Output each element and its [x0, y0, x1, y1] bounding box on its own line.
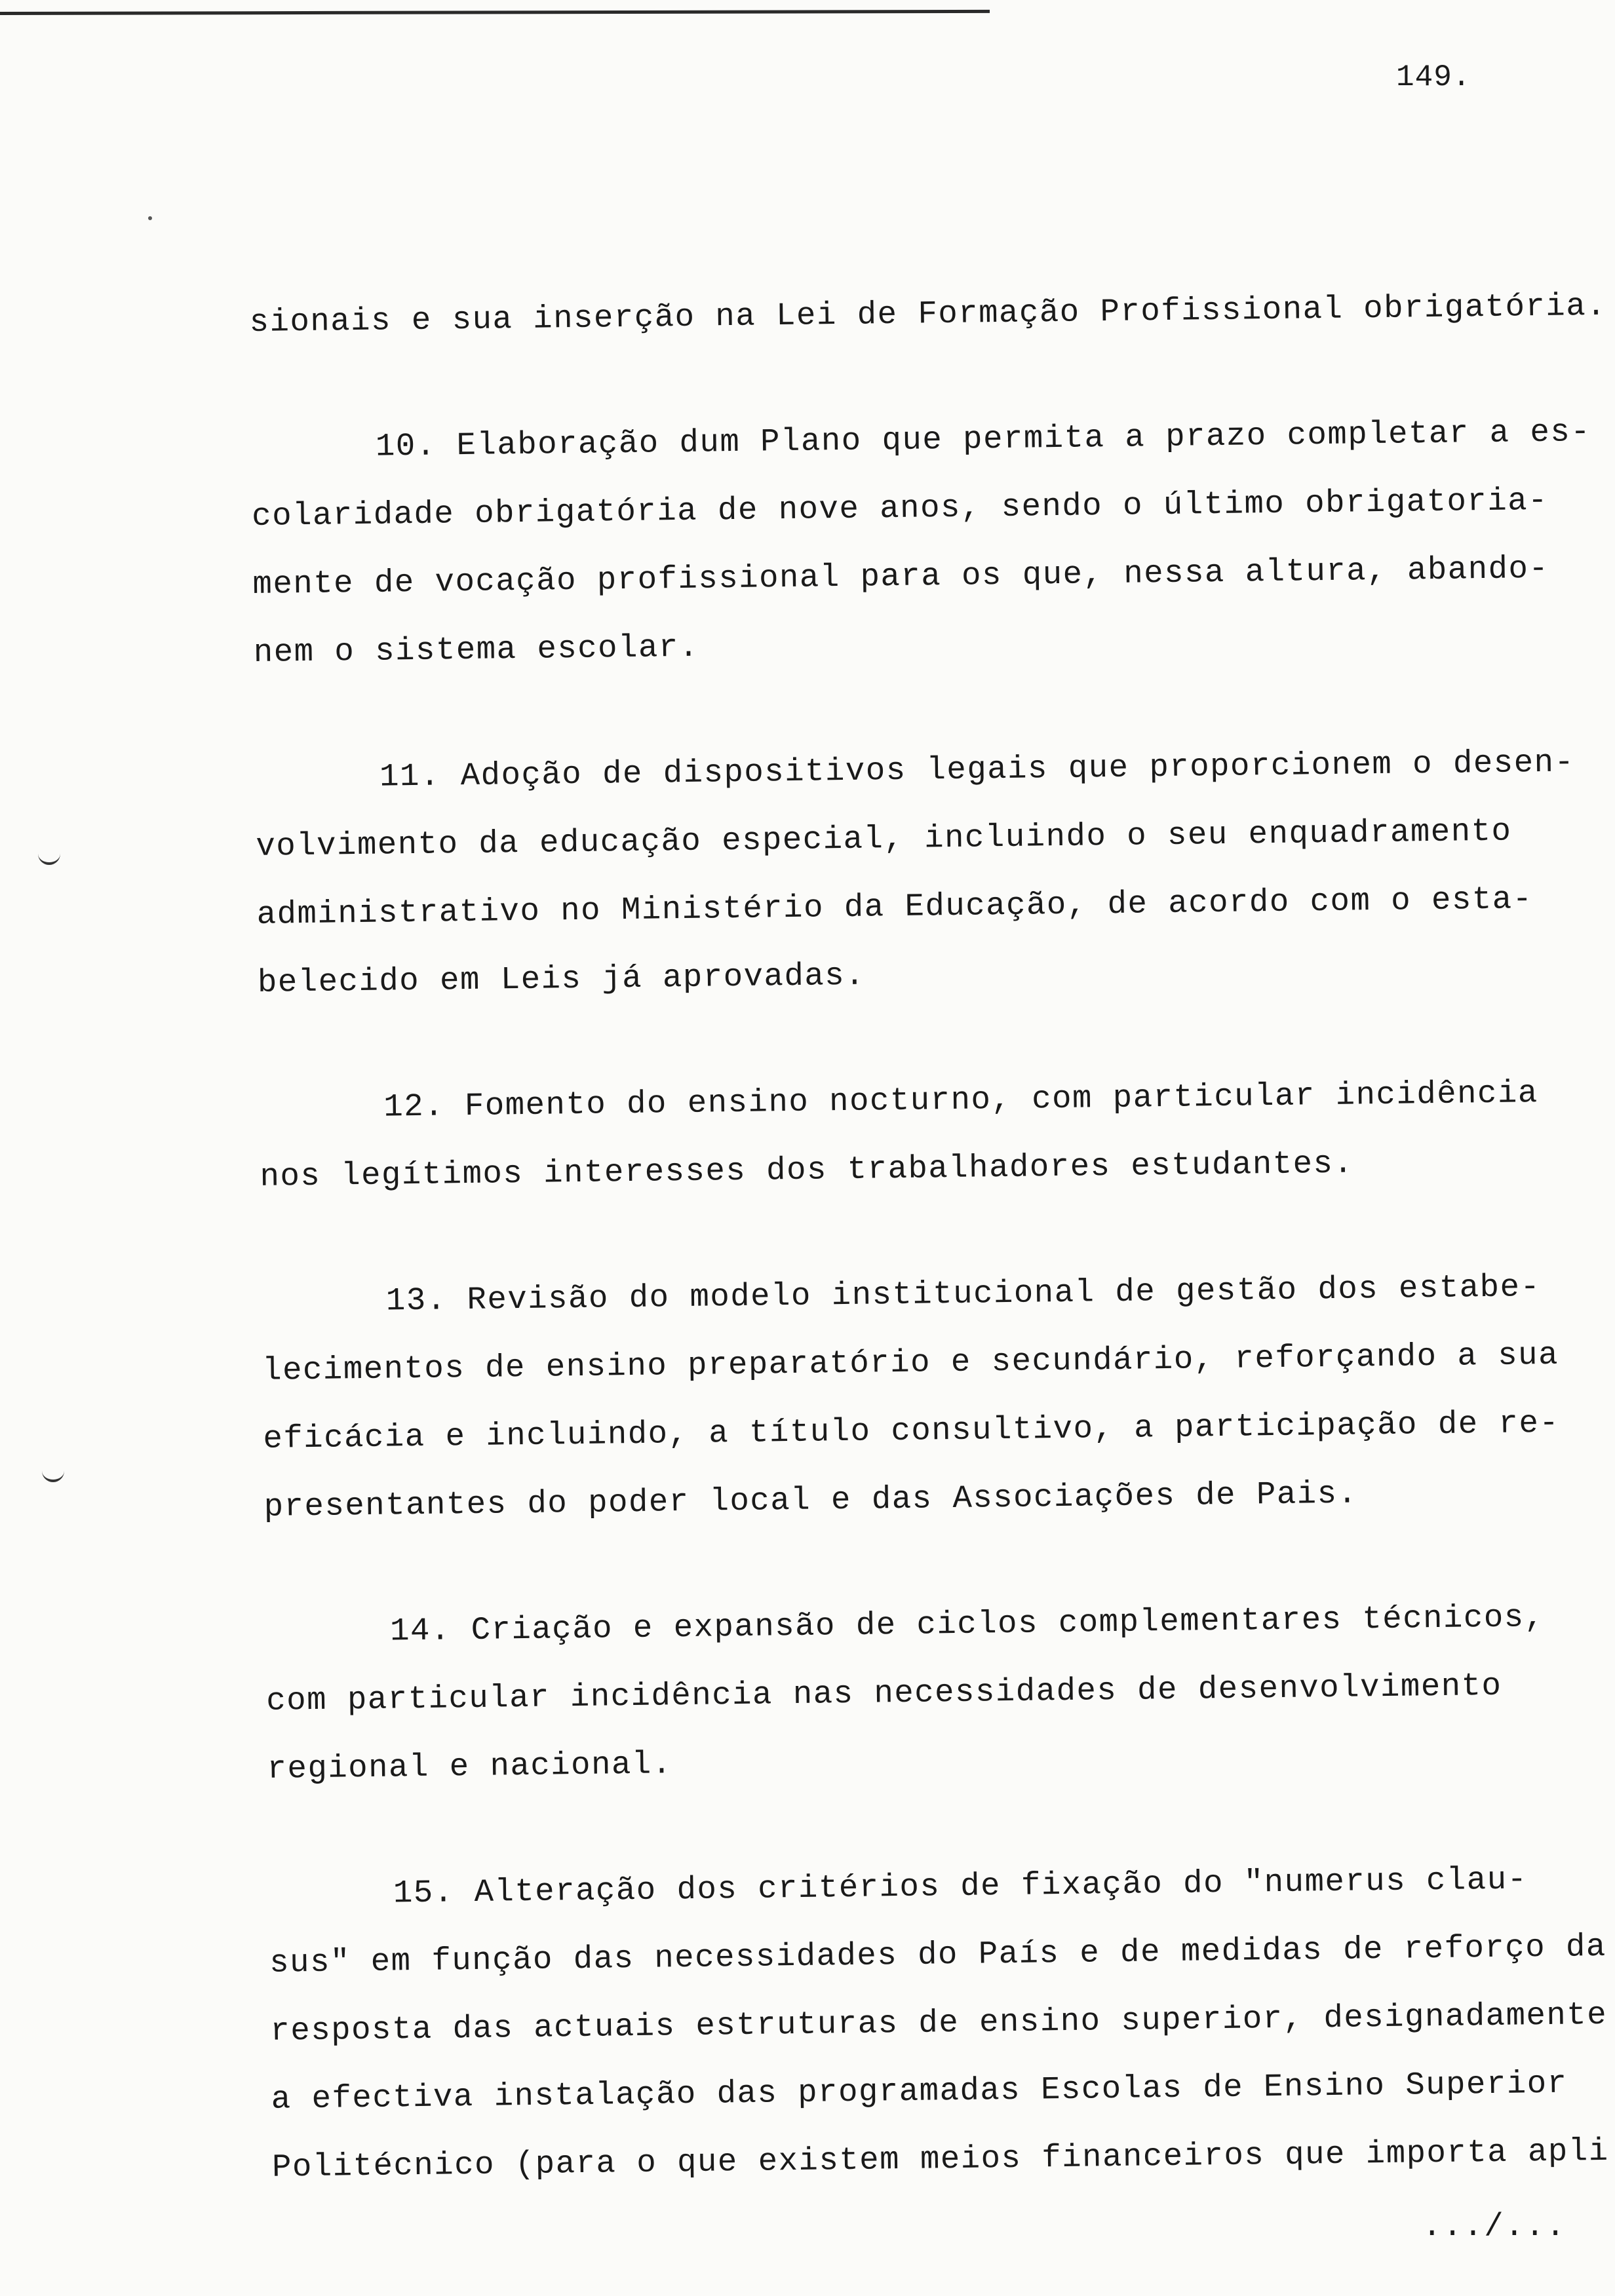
text-line: colaridade obrigatória de nove anos, sendo o último obrigatoria-: [251, 482, 1549, 535]
text-line: 13. Revisão do modelo institucional de gestão dos estabe-: [385, 1269, 1541, 1320]
text-line: sus" em função das necessidades do País e de medidas de reforço da: [269, 1928, 1607, 1981]
document-body: [249, 273, 1609, 2202]
text-line: 14. Criação e expansão de ciclos complementares técnicos,: [389, 1599, 1545, 1650]
continuation-mark: .../...: [1422, 2208, 1566, 2245]
text-line: volvimento da educação especial, incluindo o seu enquadramento: [256, 813, 1512, 865]
text-line: administrativo no Ministério da Educação, de acordo com o esta-: [256, 881, 1533, 933]
text-line: mente de vocação profissional para os que, nessa altura, abando-: [252, 550, 1549, 603]
paragraph: [259, 1058, 1571, 1210]
text-line: presentantes do poder local e das Associações de Pais.: [263, 1475, 1358, 1525]
margin-tick-mark: [42, 1469, 64, 1482]
paragraph: [255, 729, 1575, 1017]
text-line: resposta das actuais estruturas de ensino superior, designadamente: [270, 1996, 1608, 2050]
text-line: nos legítimos interesses dos trabalhadores estudantes.: [260, 1145, 1354, 1195]
page-number: 149.: [1396, 60, 1471, 94]
text-line: 11. Adoção de dispositivos legais que proporcionem o desen-: [379, 744, 1575, 795]
paragraph: [265, 1582, 1578, 1803]
text-line: com particular incidência nas necessidades de desenvolvimento: [265, 1667, 1502, 1719]
text-line: regional e nacional.: [267, 1746, 673, 1788]
text-line: 15. Alteração dos critérios de fixação do "numerus clau-: [393, 1861, 1528, 1912]
text-line: 12. Fomento do ensino nocturno, com particular incidência: [383, 1075, 1539, 1126]
text-line: lecimentos de ensino preparatório e secundário, reforçando a sua: [262, 1336, 1559, 1389]
paragraph: [268, 1845, 1609, 2201]
paragraph: [261, 1252, 1575, 1540]
text-line: Politécnico (para o que existem meios financeiros que importa apli: [271, 2132, 1609, 2186]
margin-tick-mark: [38, 852, 60, 865]
text-line: belecido em Leis já aprovadas.: [257, 957, 866, 1001]
text-line: sionais e sua inserção na Lei de Formação Profissional obrigatória.: [249, 287, 1607, 341]
text-line: a efectiva instalação das programadas Escolas de Ensino Superior: [271, 2065, 1568, 2118]
text-line: 10. Elaboração dum Plano que permita a prazo completar a es-: [375, 413, 1591, 465]
scan-speck: [148, 216, 152, 220]
text-line: nem o sistema escolar.: [253, 628, 699, 671]
top-rule: [0, 10, 990, 15]
text-line: eficácia e incluindo, a título consultivo, a participação de re-: [263, 1404, 1560, 1457]
paragraph: [250, 398, 1591, 687]
